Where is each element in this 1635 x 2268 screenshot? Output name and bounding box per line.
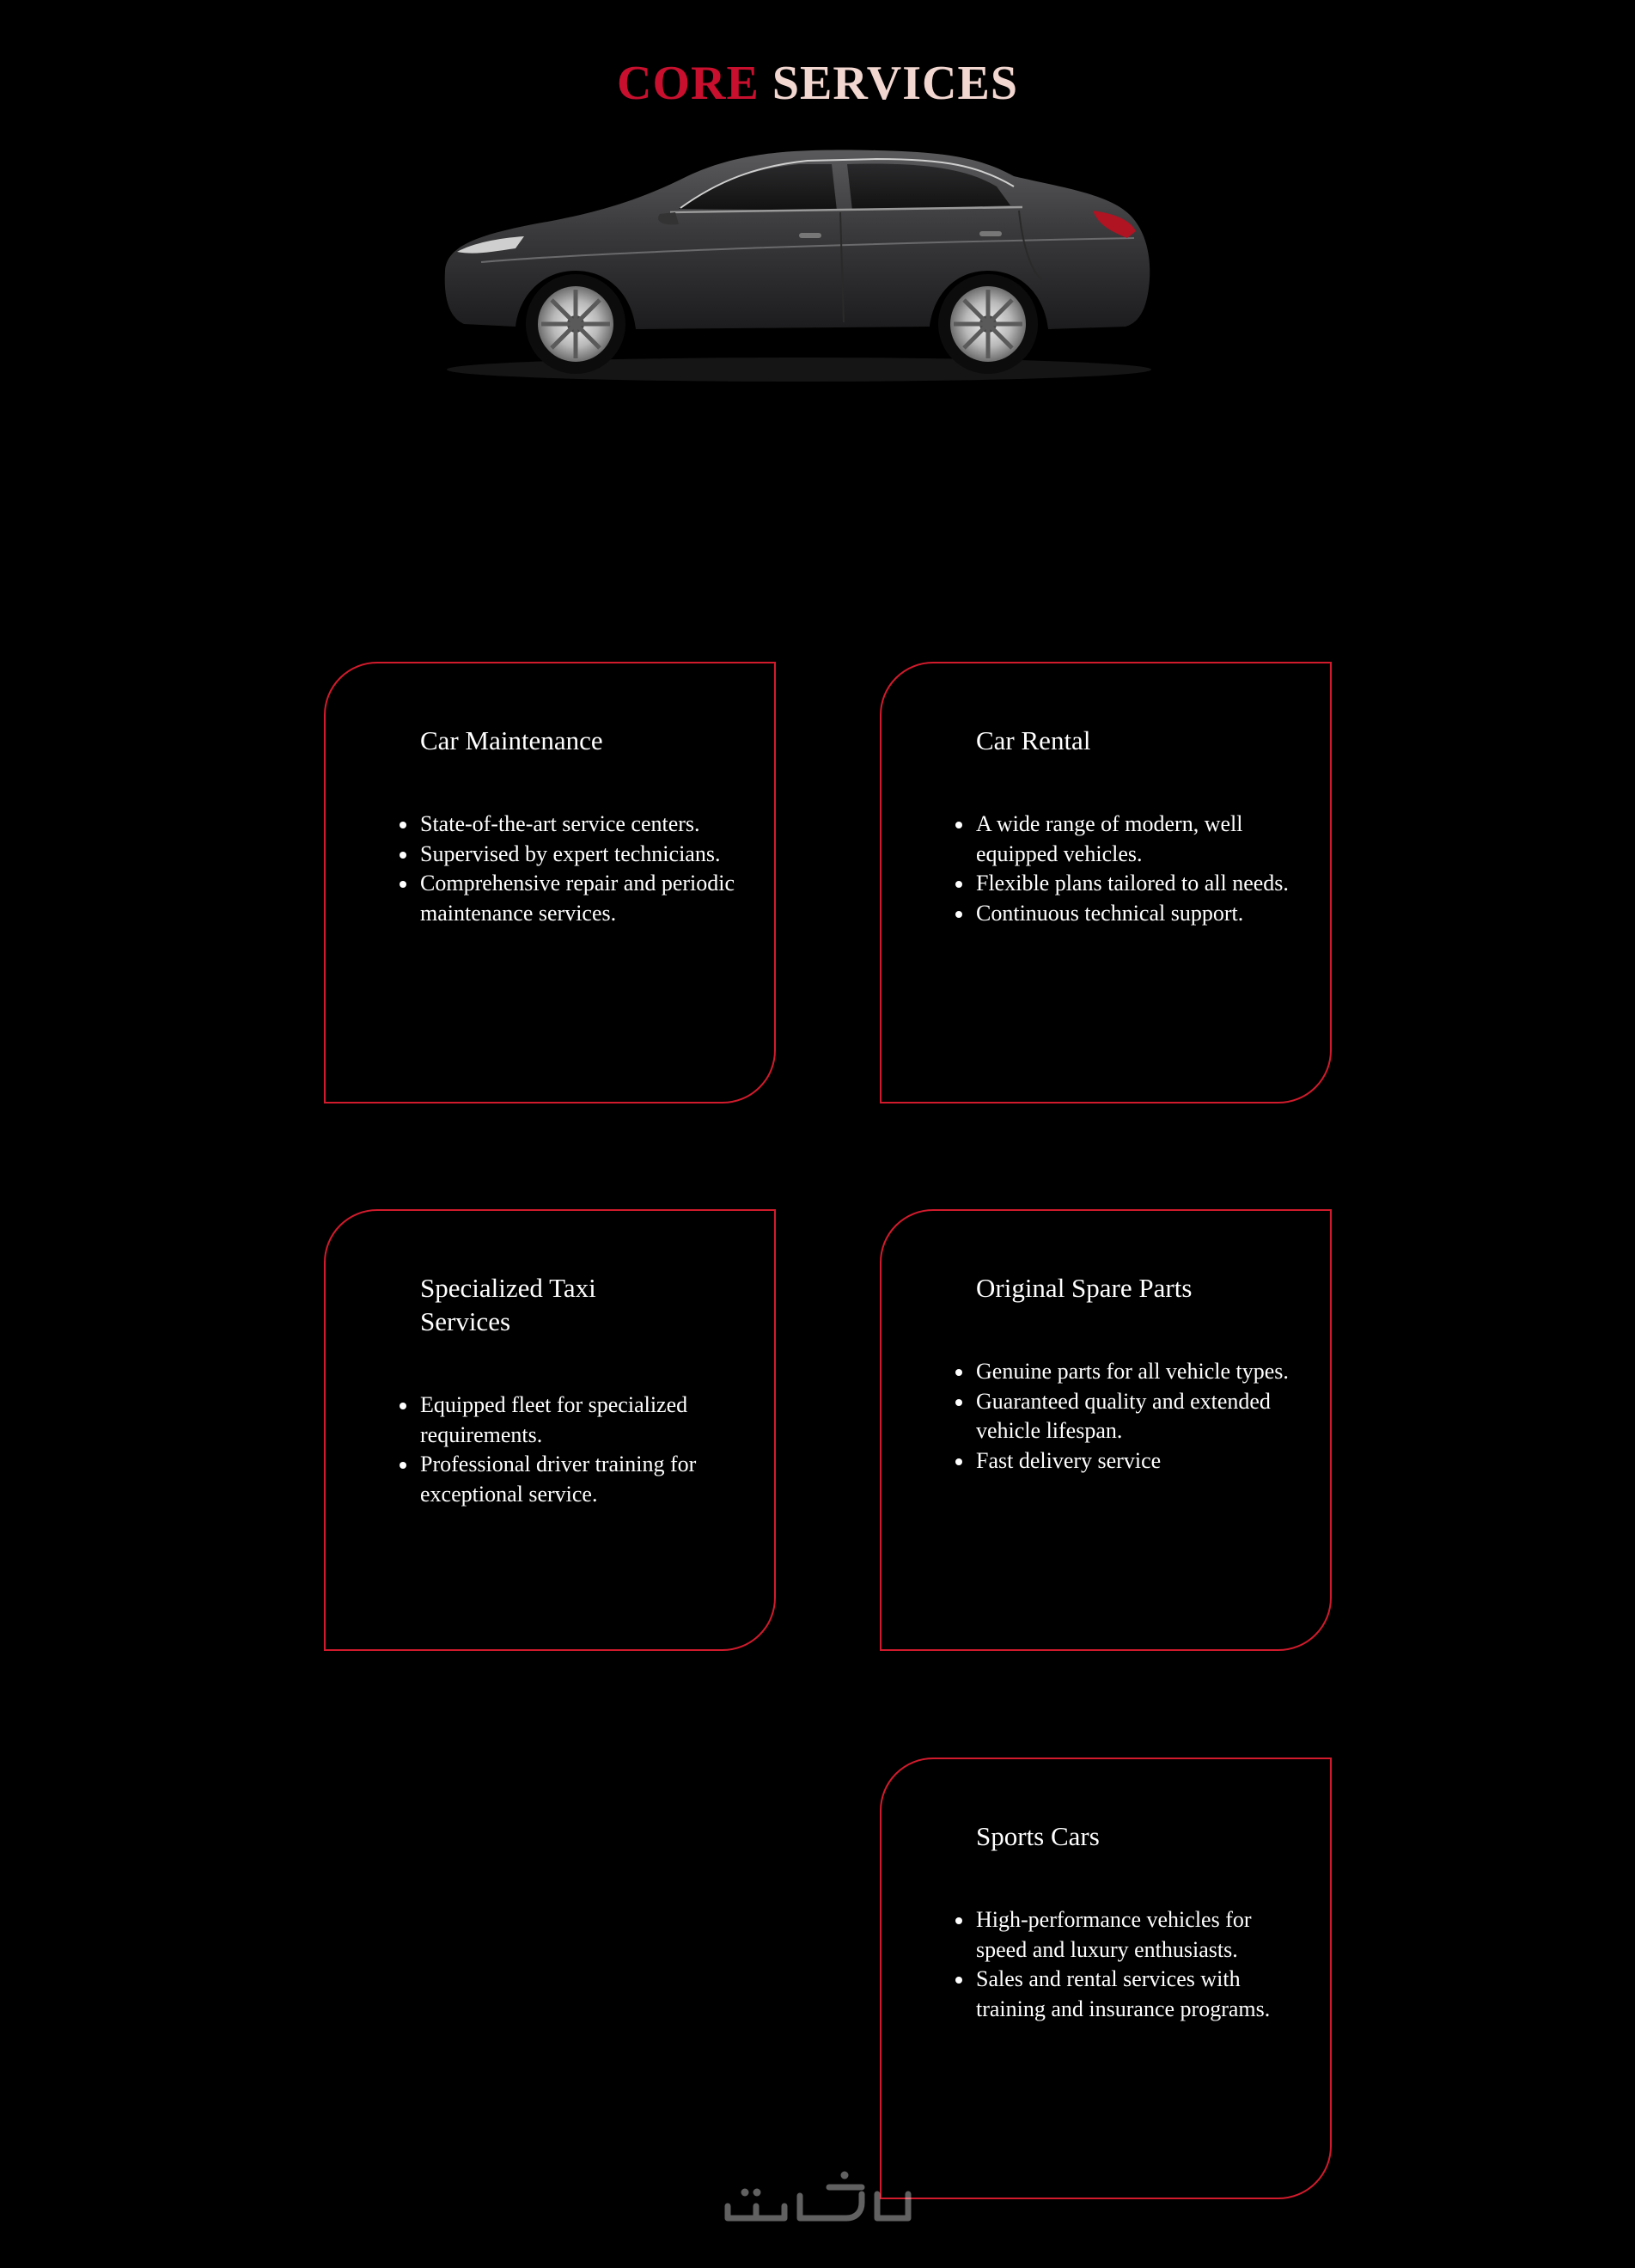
list-item: Fast delivery service [976,1446,1294,1476]
card-feature-list [420,1391,738,1509]
list-item: A wide range of modern, well equipped vehicles. [976,810,1294,869]
car-image [430,142,1168,391]
card-title: Original Spare Parts [976,1273,1193,1303]
card-feature-list [976,1357,1294,1476]
list-item: Supervised by expert technicians. [420,840,738,870]
watermark-logo-icon [717,2168,915,2230]
card-feature-list [976,1905,1294,2024]
title-main-word: SERVICES [772,57,1018,110]
list-item: Guaranteed quality and extended vehicle lifespan. [976,1387,1294,1446]
service-card-car-maintenance [324,662,776,1103]
service-card-spare-parts [880,1209,1332,1651]
card-title: Specialized Taxi Services [420,1273,596,1336]
card-feature-list [976,810,1294,928]
card-feature-list [420,810,738,928]
card-title: Sports Cars [976,1821,1100,1851]
page-title [0,53,1635,113]
service-card-specialized-taxi [324,1209,776,1651]
list-item: Genuine parts for all vehicle types. [976,1357,1294,1387]
list-item: High-performance vehicles for speed and luxury enthusiasts. [976,1905,1294,1965]
list-item: Flexible plans tailored to all needs. [976,869,1294,899]
service-card-sports-cars [880,1758,1332,2199]
list-item: Comprehensive repair and periodic maintenance services. [420,869,738,928]
list-item: State-of-the-art service centers. [420,810,738,840]
list-item: Continuous technical support. [976,899,1294,929]
card-title: Car Maintenance [420,725,603,755]
list-item: Equipped fleet for specialized requirements. [420,1391,738,1450]
card-title: Car Rental [976,725,1091,755]
title-accent-word: CORE [617,57,760,110]
list-item: Sales and rental services with training and insurance programs. [976,1965,1294,2024]
list-item: Professional driver training for exceptional service. [420,1450,738,1509]
service-card-car-rental [880,662,1332,1103]
